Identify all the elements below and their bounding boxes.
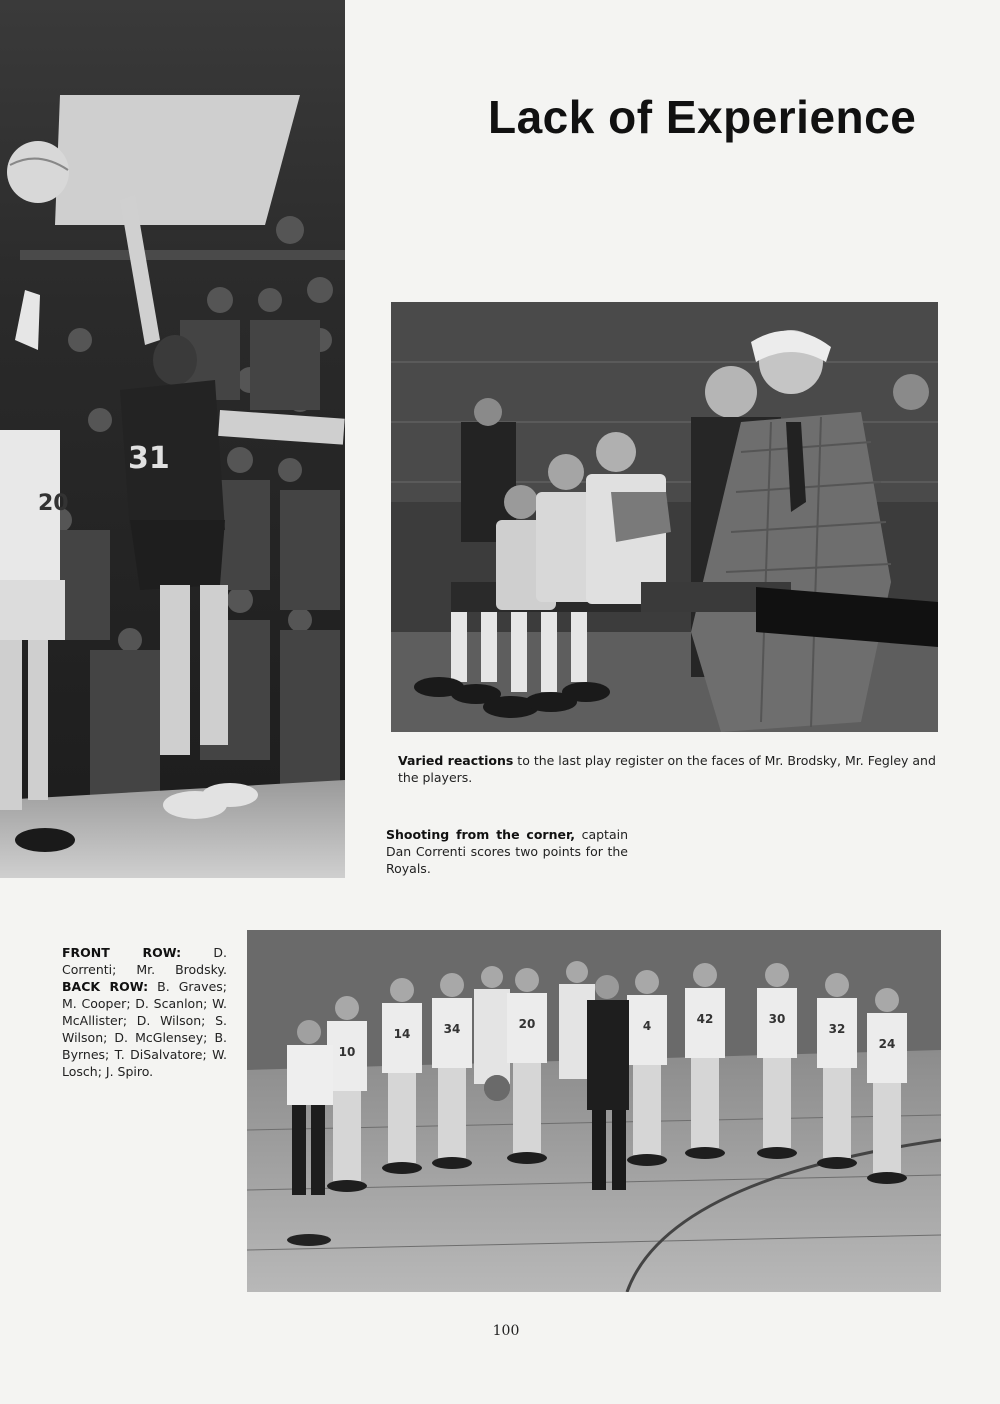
team-player-head — [440, 973, 464, 997]
photo-shooting-corner-image — [0, 0, 345, 878]
caption-bench-reactions — [398, 752, 948, 786]
caption-corner-lead: Shooting from the corner, — [386, 827, 576, 842]
photo-bench-reactions-image — [391, 302, 938, 732]
photo-shooting-corner — [0, 0, 345, 878]
team-jersey-number: 34 — [443, 1022, 461, 1036]
team-player-head — [390, 978, 414, 1002]
team-jersey-number: 14 — [393, 1027, 411, 1041]
team-player-head — [635, 970, 659, 994]
team-player-head — [693, 963, 717, 987]
team-player-head — [515, 968, 539, 992]
roster-back-names: B. Graves; M. Cooper; D. Scanlon; W. McAllister; D. Wilson; S. Wilson; D. McGlensey; B. Byrnes; T. DiSalvatore; W. Losch; J. Spiro. — [62, 979, 227, 1079]
roster-front-names: D. Correnti; Mr. Brodsky. — [62, 945, 227, 977]
photo-team-portrait — [247, 930, 941, 1292]
team-jersey-number: 24 — [878, 1037, 896, 1051]
caption-bench-text: to the last play register on the faces of Mr. Brodsky, Mr. Fegley and the players. — [398, 753, 936, 785]
team-jersey-number: 30 — [768, 1012, 786, 1026]
team-player-head — [335, 996, 359, 1020]
team-jersey-number: 42 — [696, 1012, 714, 1026]
team-player-head — [825, 973, 849, 997]
caption-team-roster — [62, 944, 227, 1080]
photo-team-portrait-image — [247, 930, 941, 1292]
roster-back-label: BACK ROW: — [62, 979, 149, 994]
caption-shooting-corner — [386, 826, 628, 877]
photo-bench-reactions — [391, 302, 938, 732]
roster-front-label: FRONT ROW: — [62, 945, 182, 960]
team-player-head — [875, 988, 899, 1012]
shooter-jersey-number: 20 — [38, 491, 69, 516]
page-number: 100 — [492, 1323, 520, 1339]
page-title: Lack of Experience — [488, 91, 917, 143]
team-jersey-number: 10 — [338, 1045, 356, 1059]
caption-corner-text: captain Dan Correnti scores two points for the Royals. — [386, 827, 629, 876]
defender-jersey-number: 31 — [128, 441, 170, 476]
team-jersey-number: 32 — [828, 1022, 846, 1036]
team-jersey-number: 4 — [642, 1019, 652, 1033]
team-jersey-number: 20 — [518, 1017, 536, 1031]
team-player-head — [765, 963, 789, 987]
caption-bench-lead: Varied reactions — [398, 753, 514, 768]
